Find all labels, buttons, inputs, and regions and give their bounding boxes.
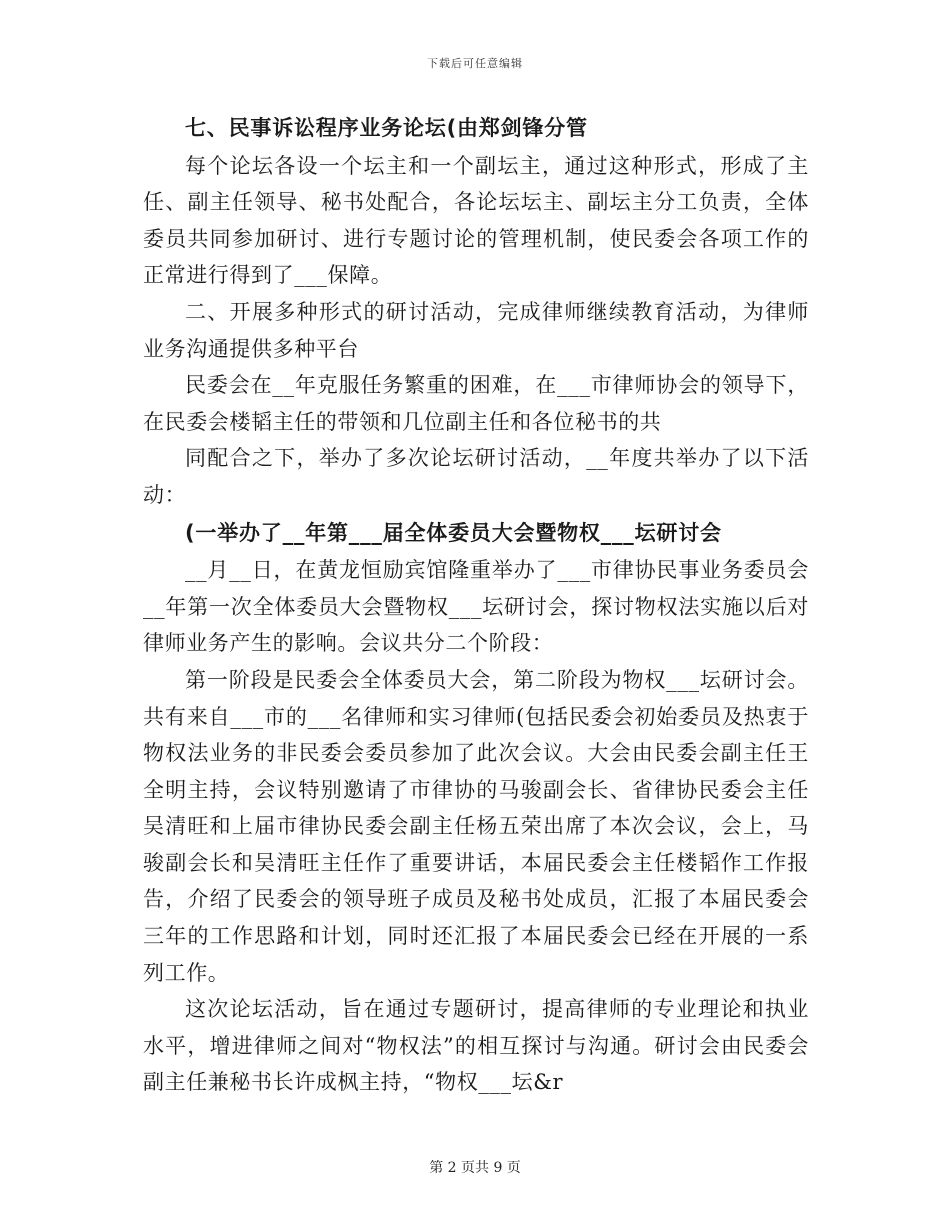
paragraph-forum-structure: 每个论坛各设一个坛主和一个副坛主，通过这种形式，形成了主任、副主任领导、秘书处配合，各论坛坛主、副坛主分工负责，全体委员共同参加研讨、进行专题讨论的管理机制，使民委会各项工作的正常进行得到了___保障。 bbox=[143, 153, 809, 288]
paragraph-intro-a: 民委会在__年克服任务繁重的困难，在___市律师协会的领导下，在民委会楼韬主任的带领和几位副主任和各位秘书的共 bbox=[143, 373, 809, 434]
page-number-footer: 第 2 页共 9 页 bbox=[429, 1160, 521, 1176]
paragraph-forum-purpose: 这次论坛活动，旨在通过专题研讨，提高律师的专业理论和执业水平，增进律师之间对“物权法”的相互探讨与沟通。研讨会由民委会副主任兼秘书长许成枫主持，“物权___坛&r bbox=[143, 997, 809, 1095]
document-body bbox=[143, 110, 809, 1101]
subsection-heading-1: (一举办了__年第___届全体委员大会暨物权___坛研讨会 bbox=[185, 520, 722, 545]
paragraph-stages: 第一阶段是民委会全体委员大会，第二阶段为物权___坛研讨会。共有来自___市的___名律师和实习律师(包括民委会初始委员及热衷于物权法业务的非民委会委员参加了此次会议。大会由民委会副主任王全明主持，会议特别邀请了市律协的马骏副会长、省律协民委会主任吴清旺和上届市律协民委会副主任杨五荣出席了本次会议，会上，马骏副会长和吴清旺主任作了重要讲话，本届民委会主任楼韬作工作报告，介绍了民委会的领导班子成员及秘书处成员，汇报了本届民委会三年的工作思路和计划，同时还汇报了本届民委会已经在开展的一系列工作。 bbox=[143, 667, 809, 985]
paragraph-meeting: __月__日，在黄龙恒励宾馆隆重举办了___市律协民事业务委员会__年第一次全体委员大会暨物权___坛研讨会，探讨物权法实施以后对律师业务产生的影响。会议共分二个阶段： bbox=[143, 558, 809, 656]
section-heading-2: 二、开展多种形式的研讨活动，完成律师继续教育活动，为律师业务沟通提供多种平台 bbox=[143, 299, 809, 361]
paragraph-intro-b: 同配合之下，举办了多次论坛研讨活动，__年度共举办了以下活动： bbox=[143, 446, 809, 507]
header-note: 下载后可任意编辑 bbox=[427, 57, 523, 70]
section-heading-7: 七、民事诉讼程序业务论坛(由郑剑锋分管 bbox=[185, 116, 588, 140]
